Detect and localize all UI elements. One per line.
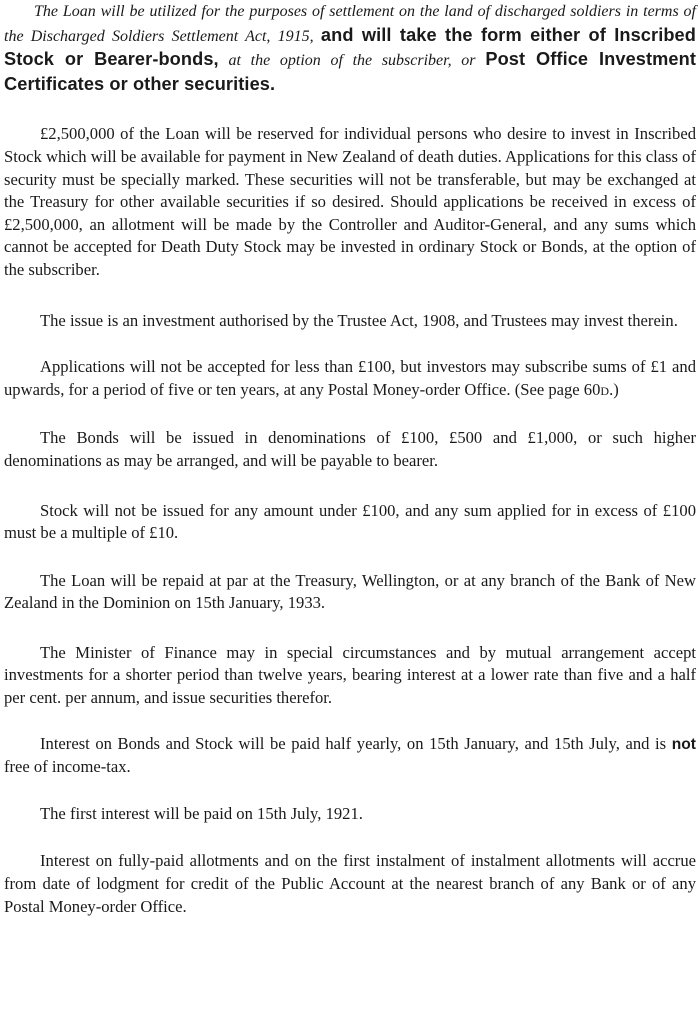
applications-text: Applications will not be accepted for less than £100, but investors may subscribe sums of £1 and upwards, for a period of five or ten years, at any Postal Money-order Office. (See page 60 [4, 357, 696, 399]
trustee-paragraph: The issue is an investment authorised by the Trustee Act, 1908, and Trustees may invest therein. [40, 310, 678, 330]
stock-paragraph: Stock will not be issued for any amount under £100, and any sum applied for in excess of £100 must be a multiple of £10. [4, 500, 696, 543]
first-interest-paragraph: The first interest will be paid on 15th July, 1921. [40, 803, 363, 823]
interest-not-bold: not [671, 735, 696, 753]
intro-bold-certificates: Post Office Investment Certificates or other securities. [4, 49, 697, 94]
bonds-paragraph: The Bonds will be issued in denominations of £100, £500 and £1,000, or such higher denominations as may be arranged, and will be payable to bearer. [4, 428, 696, 470]
death-duty-paragraph: £2,500,000 of the Loan will be reserved for individual persons who desire to invest in Inscribed Stock which will be available for payment in New Zealand of death duties. Applications for this class of security must be specially marked. These securities will not be transferable, but may be exchanged at the Treasury for other available securities if so desired. Should applications be received in excess of £2,500,000, an allotment will be made by the Controller and Auditor-General, and any sums which cannot be accepted for Death Duty Stock may be invested in ordinary Stock or Bonds, at the option of the subscriber. [4, 124, 696, 279]
intro-paragraph [4, 0, 696, 96]
minister-paragraph: The Minister of Finance may in special circumstances and by mutual arrangement accept investments for a shorter period than twelve years, bearing interest at a lower rate than five and a half per cent. per annum, and issue securities therefor. [4, 642, 696, 708]
interest-text-after: free of income-tax. [4, 757, 131, 777]
intro-italic-option: at the option of the subscriber, or [228, 52, 476, 70]
repayment-paragraph: The Loan will be repaid at par at the Treasury, Wellington, or at any branch of the Bank of New Zealand in the Dominion on 15th January, 1933. [4, 570, 696, 613]
intro-italic-purpose: The Loan will be utilized for the purposes of settlement on the land of discharged soldiers in terms of the Discharged Soldiers Settlement Act, 1915, [4, 3, 696, 45]
interest-paragraph [4, 733, 696, 779]
fully-paid-paragraph: Interest on fully-paid allotments and on the first instalment of instalment allotments will accrue from date of lodgment for credit of the Public Account at the nearest branch of any Bank or of any Postal Money-order Office. [4, 851, 696, 916]
applications-paragraph [4, 356, 696, 401]
intro-bold-form: and will take the form either of Inscribed Stock or Bearer-bonds, [4, 24, 696, 70]
interest-text-before: Interest on Bonds and Stock will be paid half yearly, on 15th January, and 15th July, and is [40, 733, 667, 753]
document-page [4, 0, 696, 918]
applications-page-suffix: d [600, 379, 610, 399]
applications-close: .) [609, 379, 619, 399]
